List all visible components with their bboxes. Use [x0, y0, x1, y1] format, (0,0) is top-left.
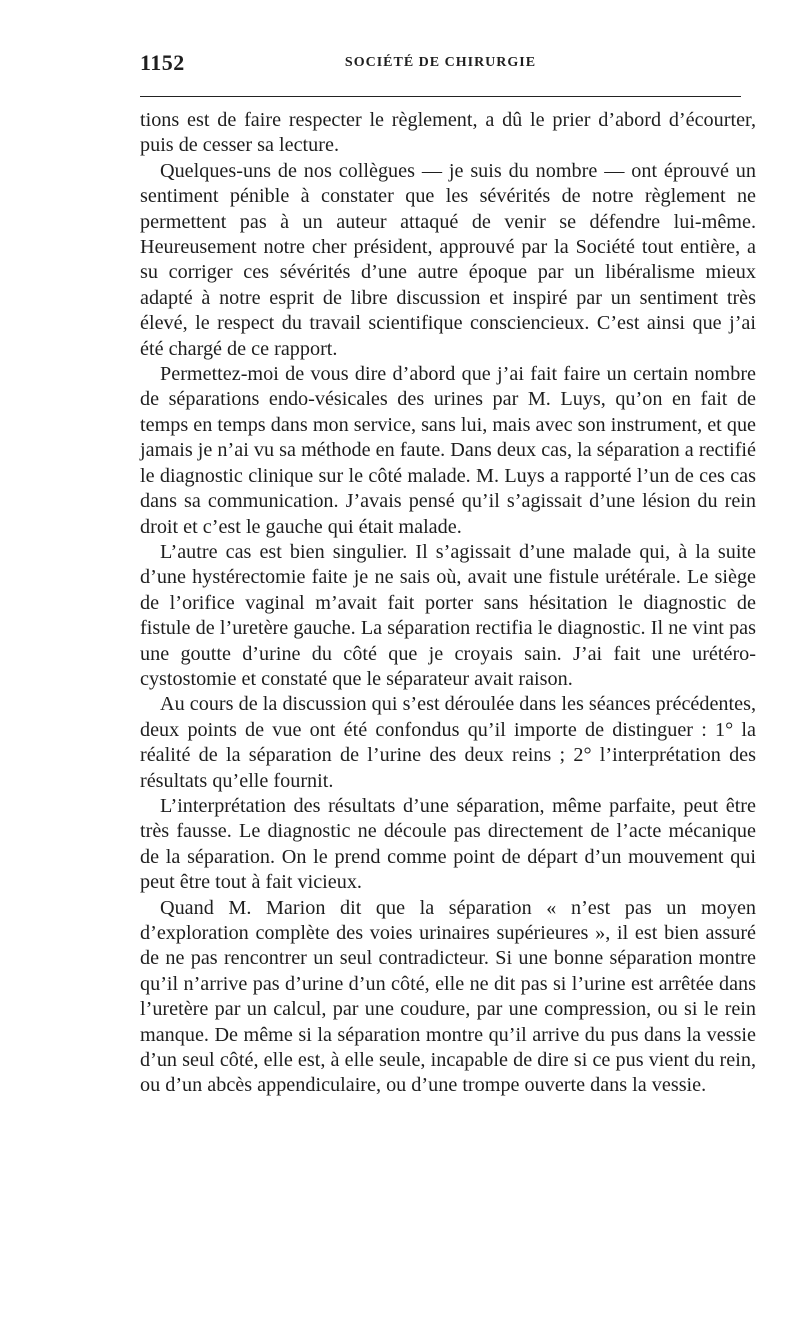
- running-head: SOCIÉTÉ DE CHIRURGIE: [344, 55, 537, 70]
- page-number: 1152: [140, 50, 185, 75]
- paragraph: L’interprétation des résultats d’une séparation, même parfaite, peut être très fausse. Le diagnostic ne découle pas directement de l’acte mécanique de la séparation. On le prend comme point de départ d’un mouvement qui peut être tout à fait vicieux.: [140, 794, 756, 894]
- paragraph: Au cours de la discussion qui s’est déroulée dans les séances précédentes, deux points de vue ont été confondus qu’il importe de distinguer : 1° la réalité de la séparation de l’urine des deux reins ; 2° l’interprétation des résultats qu’elle fournit.: [140, 693, 756, 792]
- body-text: [140, 108, 756, 1099]
- paragraph: Permettez-moi de vous dire d’abord que j’ai fait faire un certain nombre de séparations endo-vésicales des urines par M. Luys, qu’on en fait de temps en temps dans mon service, sans lui, mais avec son instrument, et que jamais je n’ai vu sa méthode en faute. Dans deux cas, la séparation a rectifié le diagnostic clinique sur le côté malade. M. Luys a rapporté l’un de ces cas dans sa communication. J’avais pensé qu’il s’agissait d’une lésion du rein droit et c’est le gauche qui était malade.: [140, 363, 756, 538]
- paragraph: tions est de faire respecter le règlement, a dû le prier d’abord d’écourter, puis de cesser sa lecture.: [140, 109, 756, 157]
- paragraph: Quelques-uns de nos collègues — je suis du nombre — ont éprouvé un sentiment pénible à constater que les sévérités de notre règlement ne permettent pas à un auteur attaqué de venir se défendre lui-même. Heureusement notre cher président, approuvé par la Société tout entière, a su corriger ces sévérités d’une autre époque par un libéralisme mieux adapté à notre esprit de libre discussion et inspiré par un sentiment très élevé, le respect du travail scientifique consciencieux. C’est ainsi que j’ai été chargé de ce rapport.: [140, 159, 756, 360]
- paragraph: Quand M. Marion dit que la séparation « n’est pas un moyen d’exploration complète des voies urinaires supérieures », il est bien assuré de ne pas rencontrer un seul contradicteur. Si une bonne séparation montre qu’il n’arrive pas d’urine d’un côté, elle ne dit pas si l’urine est arrêtée dans l’uretère par un calcul, par une coudure, par une compression, ou si le rein manque. De même si la séparation montre qu’il arrive du pus dans la vessie d’un seul côté, elle est, à elle seule, incapable de dire si ce pus vient du rein, ou d’un abcès appendiculaire, ou d’une trompe ouverte dans la vessie.: [140, 896, 756, 1097]
- page-header: [140, 50, 741, 82]
- header-rule: [140, 96, 741, 97]
- paragraph: L’autre cas est bien singulier. Il s’agissait d’une malade qui, à la suite d’une hystérectomie faite je ne sais où, avait une fistule urétérale. Le siège de l’orifice vaginal m’avait fait porter sans hésitation le diagnostic de fistule de l’uretère gauche. La séparation rectifia le diagnostic. Il ne vint pas une goutte d’urine du côté que je croyais sain. J’ai fait une urétéro-cystostomie et constaté que le séparateur avait raison.: [140, 540, 756, 690]
